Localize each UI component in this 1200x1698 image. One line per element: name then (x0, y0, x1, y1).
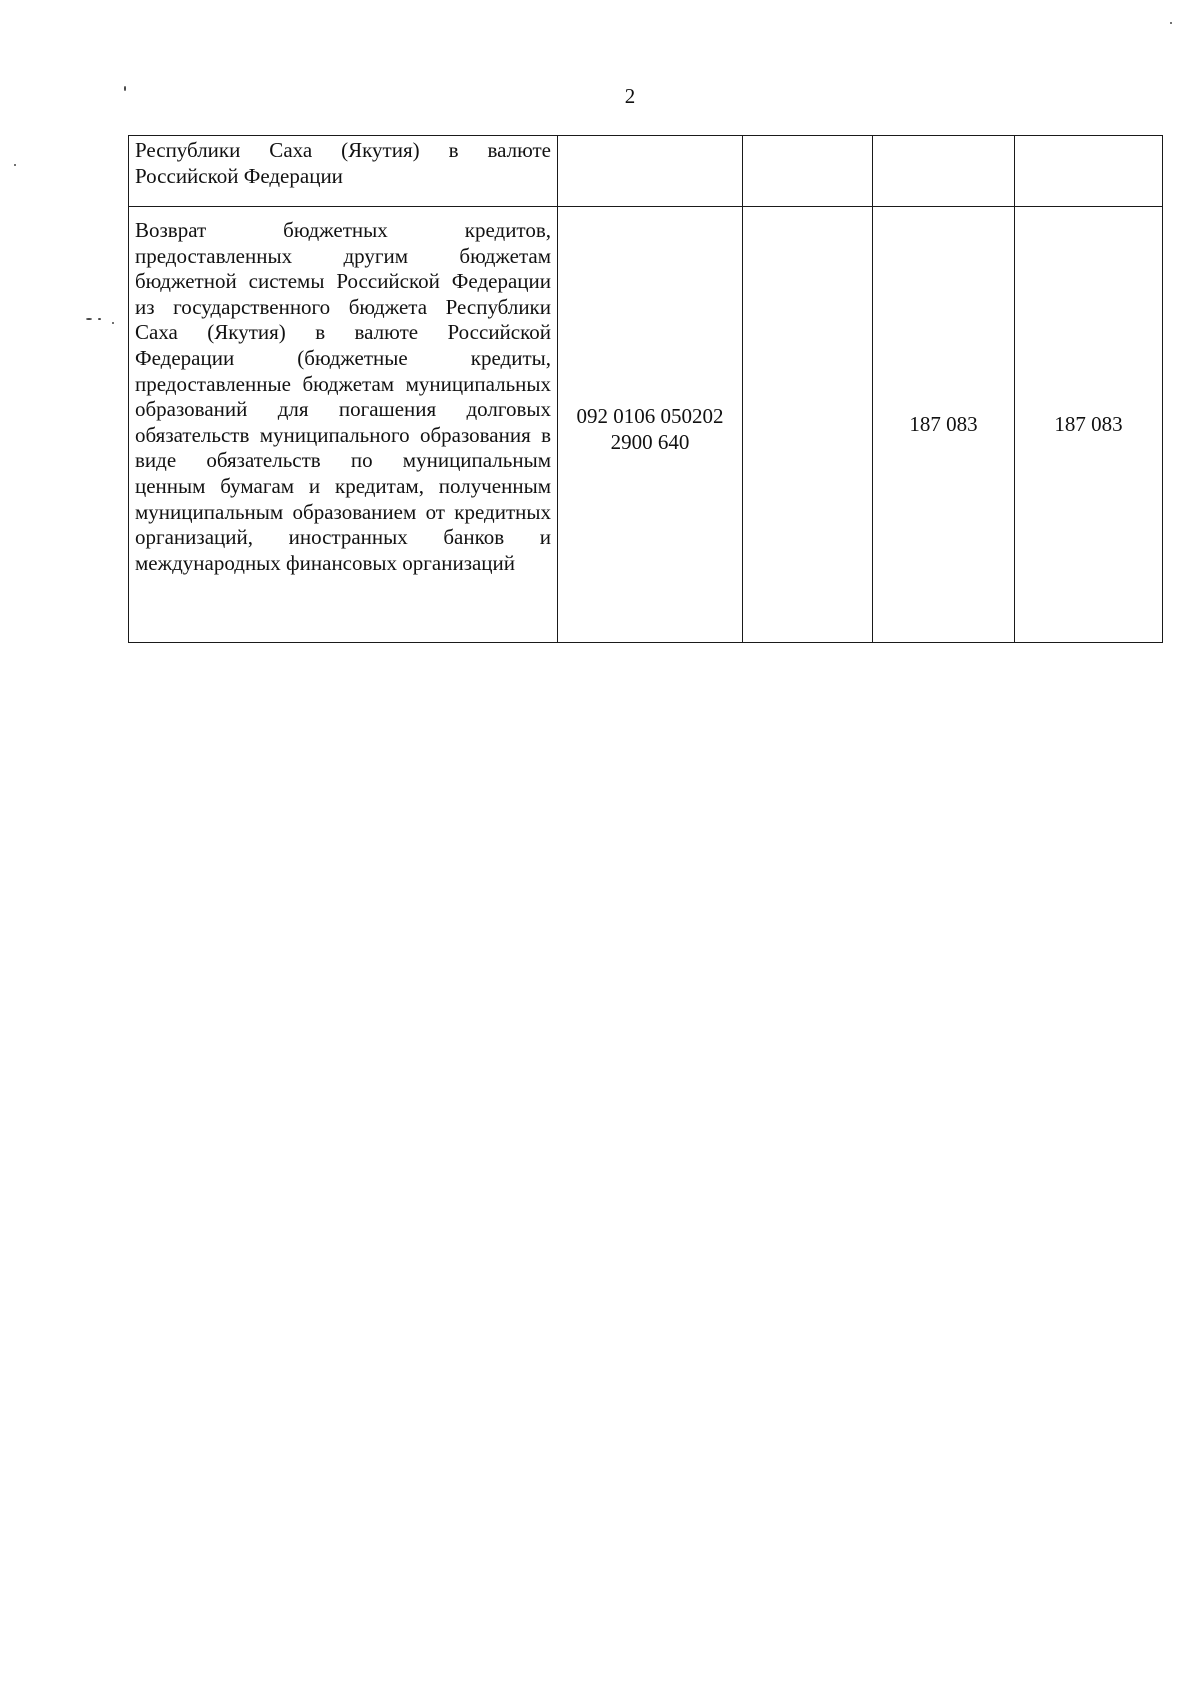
row-code-cell (558, 207, 743, 643)
table-row (129, 207, 1163, 643)
scan-speck (14, 164, 16, 166)
row-code (558, 136, 743, 207)
scan-speck (86, 318, 92, 320)
row-description: Республики Саха (Якутия) в валюте Российской Федерации (129, 136, 558, 207)
row-description: Возврат бюджетных кредитов, предоставленных другим бюджетам бюджетной системы Российской Федерации из государственного бюджета Республики Саха (Якутия) в валюте Российской Федерации (бюджетные кредиты, предоставленные бюджетам муниципальных образований для погашения долговых обязательств муниципального образования в виде обязательств по муниципальным ценным бумагам и кредитам, полученным муниципальным образованием от кредитных организаций, иностранных банков и международных финансовых организаций (129, 207, 558, 643)
row-col3 (743, 136, 873, 207)
row-col5 (1015, 136, 1163, 207)
row-col4-cell (873, 207, 1015, 643)
scan-speck (112, 322, 114, 324)
row-col5-cell (1015, 207, 1163, 643)
row-col4: 187 083 (909, 411, 978, 436)
row-col5: 187 083 (1054, 411, 1123, 436)
scan-speck (1170, 22, 1172, 24)
table-row (129, 136, 1163, 207)
row-col3 (743, 207, 873, 643)
budget-table (128, 135, 1163, 643)
page-number: 2 (624, 84, 636, 108)
row-code: 092 0106 050202 2900 640 (576, 403, 724, 454)
scan-speck (98, 318, 101, 320)
row-col4 (873, 136, 1015, 207)
scan-speck (124, 86, 126, 91)
